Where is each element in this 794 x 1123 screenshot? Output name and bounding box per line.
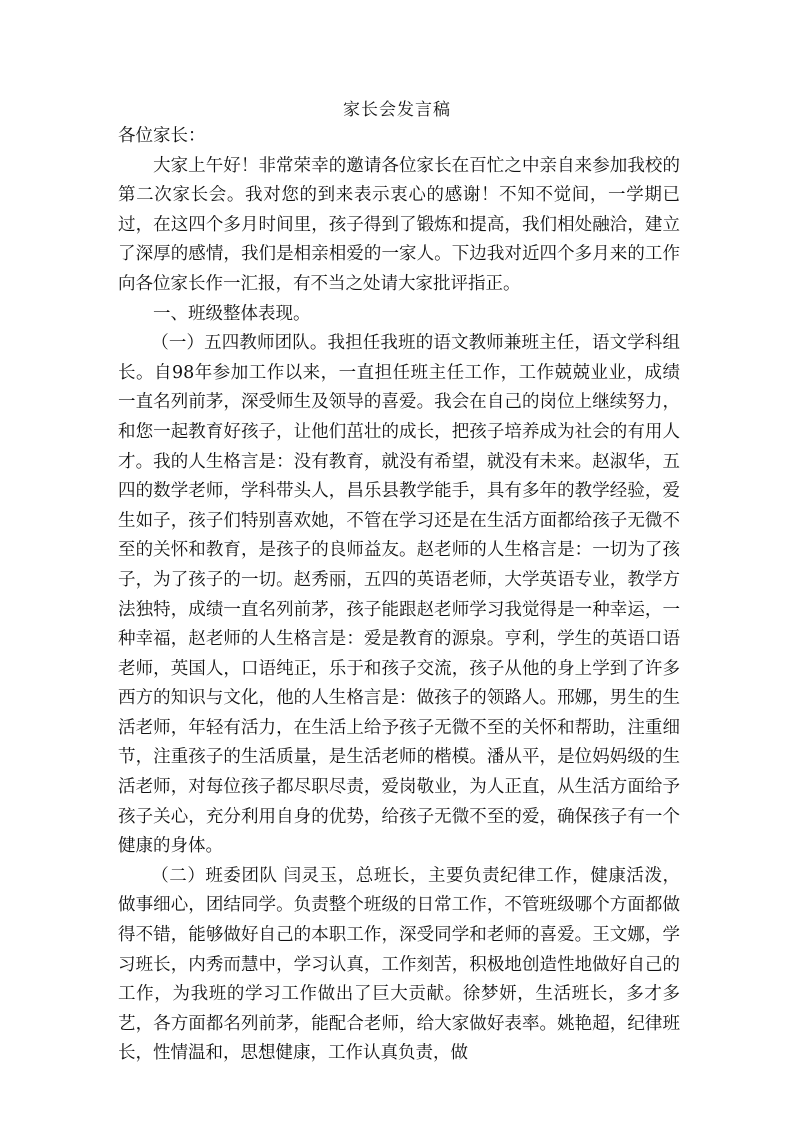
- section-heading-class-performance: 一、班级整体表现。: [153, 303, 311, 324]
- salutation: 各位家长：: [118, 126, 206, 146]
- document-title: 家长会发言稿: [343, 100, 451, 120]
- document-body: [118, 122, 680, 1069]
- paragraph-greeting: 大家上午好！非常荣幸的邀请各位家长在百忙之中亲自来参加我校的第二次家长会。我对您的到来表示衷心的感谢！不知不觉间，一学期已过，在这四个多月时间里，孩子得到了锻炼和提高，我们相处融洽，建立了深厚的感情，我们是相亲相爱的一家人。下边我对近四个多月来的工作向各位家长作一汇报，有不当之处请大家批评指正。: [118, 155, 680, 294]
- paragraph-class-committee: （二）班委团队 闫灵玉，总班长，主要负责纪律工作，健康活泼，做事细心，团结同学。负责整个班级的日常工作，不管班级哪个方面都做得不错，能够做好自己的本职工作，深受同学和老师的喜爱。王文娜，学习班长，内秀而慧中，学习认真，工作刻苦，积极地创造性地做好自己的工作，为我班的学习工作做出了巨大贡献。徐梦妍，生活班长，多才多艺，各方面都名列前茅，能配合老师，给大家做好表率。姚艳超，纪律班长，性情温和，思想健康，工作认真负责，做: [118, 865, 680, 1064]
- paragraph-teacher-team: （一）五四教师团队。我担任我班的语文教师兼班主任，语文学科组长。自98年参加工作以来，一直担任班主任工作，工作兢兢业业，成绩一直名列前茅，深受师生及领导的喜爱。我会在自己的岗位上继续努力，和您一起教育好孩子，让他们茁壮的成长，把孩子培养成为社会的有用人才。我的人生格言是：没有教育，就没有希望，就没有未来。赵淑华，五四的数学老师，学科带头人，昌乐县教学能手，具有多年的教学经验，爱生如子，孩子们特别喜欢她，不管在学习还是在生活方面都给孩子无微不至的关怀和教育，是孩子的良师益友。赵老师的人生格言是：一切为了孩子，为了孩子的一切。赵秀丽，五四的英语老师，大学英语专业，教学方法独特，成绩一直名列前茅，孩子能跟赵老师学习我觉得是一种幸运，一种幸福，赵老师的人生格言是：爱是教育的源泉。亨利，学生的英语口语老师，英国人，口语纯正，乐于和孩子交流，孩子从他的身上学到了许多西方的知识与文化，他的人生格言是：做孩子的领路人。邢娜，男生的生活老师，年轻有活力，在生活上给予孩子无微不至的关怀和帮助，注重细节，注重孩子的生活质量，是生活老师的楷模。潘从平，是位妈妈级的生活老师，对每位孩子都尽职尽责，爱岗敬业，为人正直，从生活方面给予孩子关心，充分利用自身的优势，给孩子无微不至的爱，确保孩子有一个健康的身体。: [118, 333, 680, 857]
